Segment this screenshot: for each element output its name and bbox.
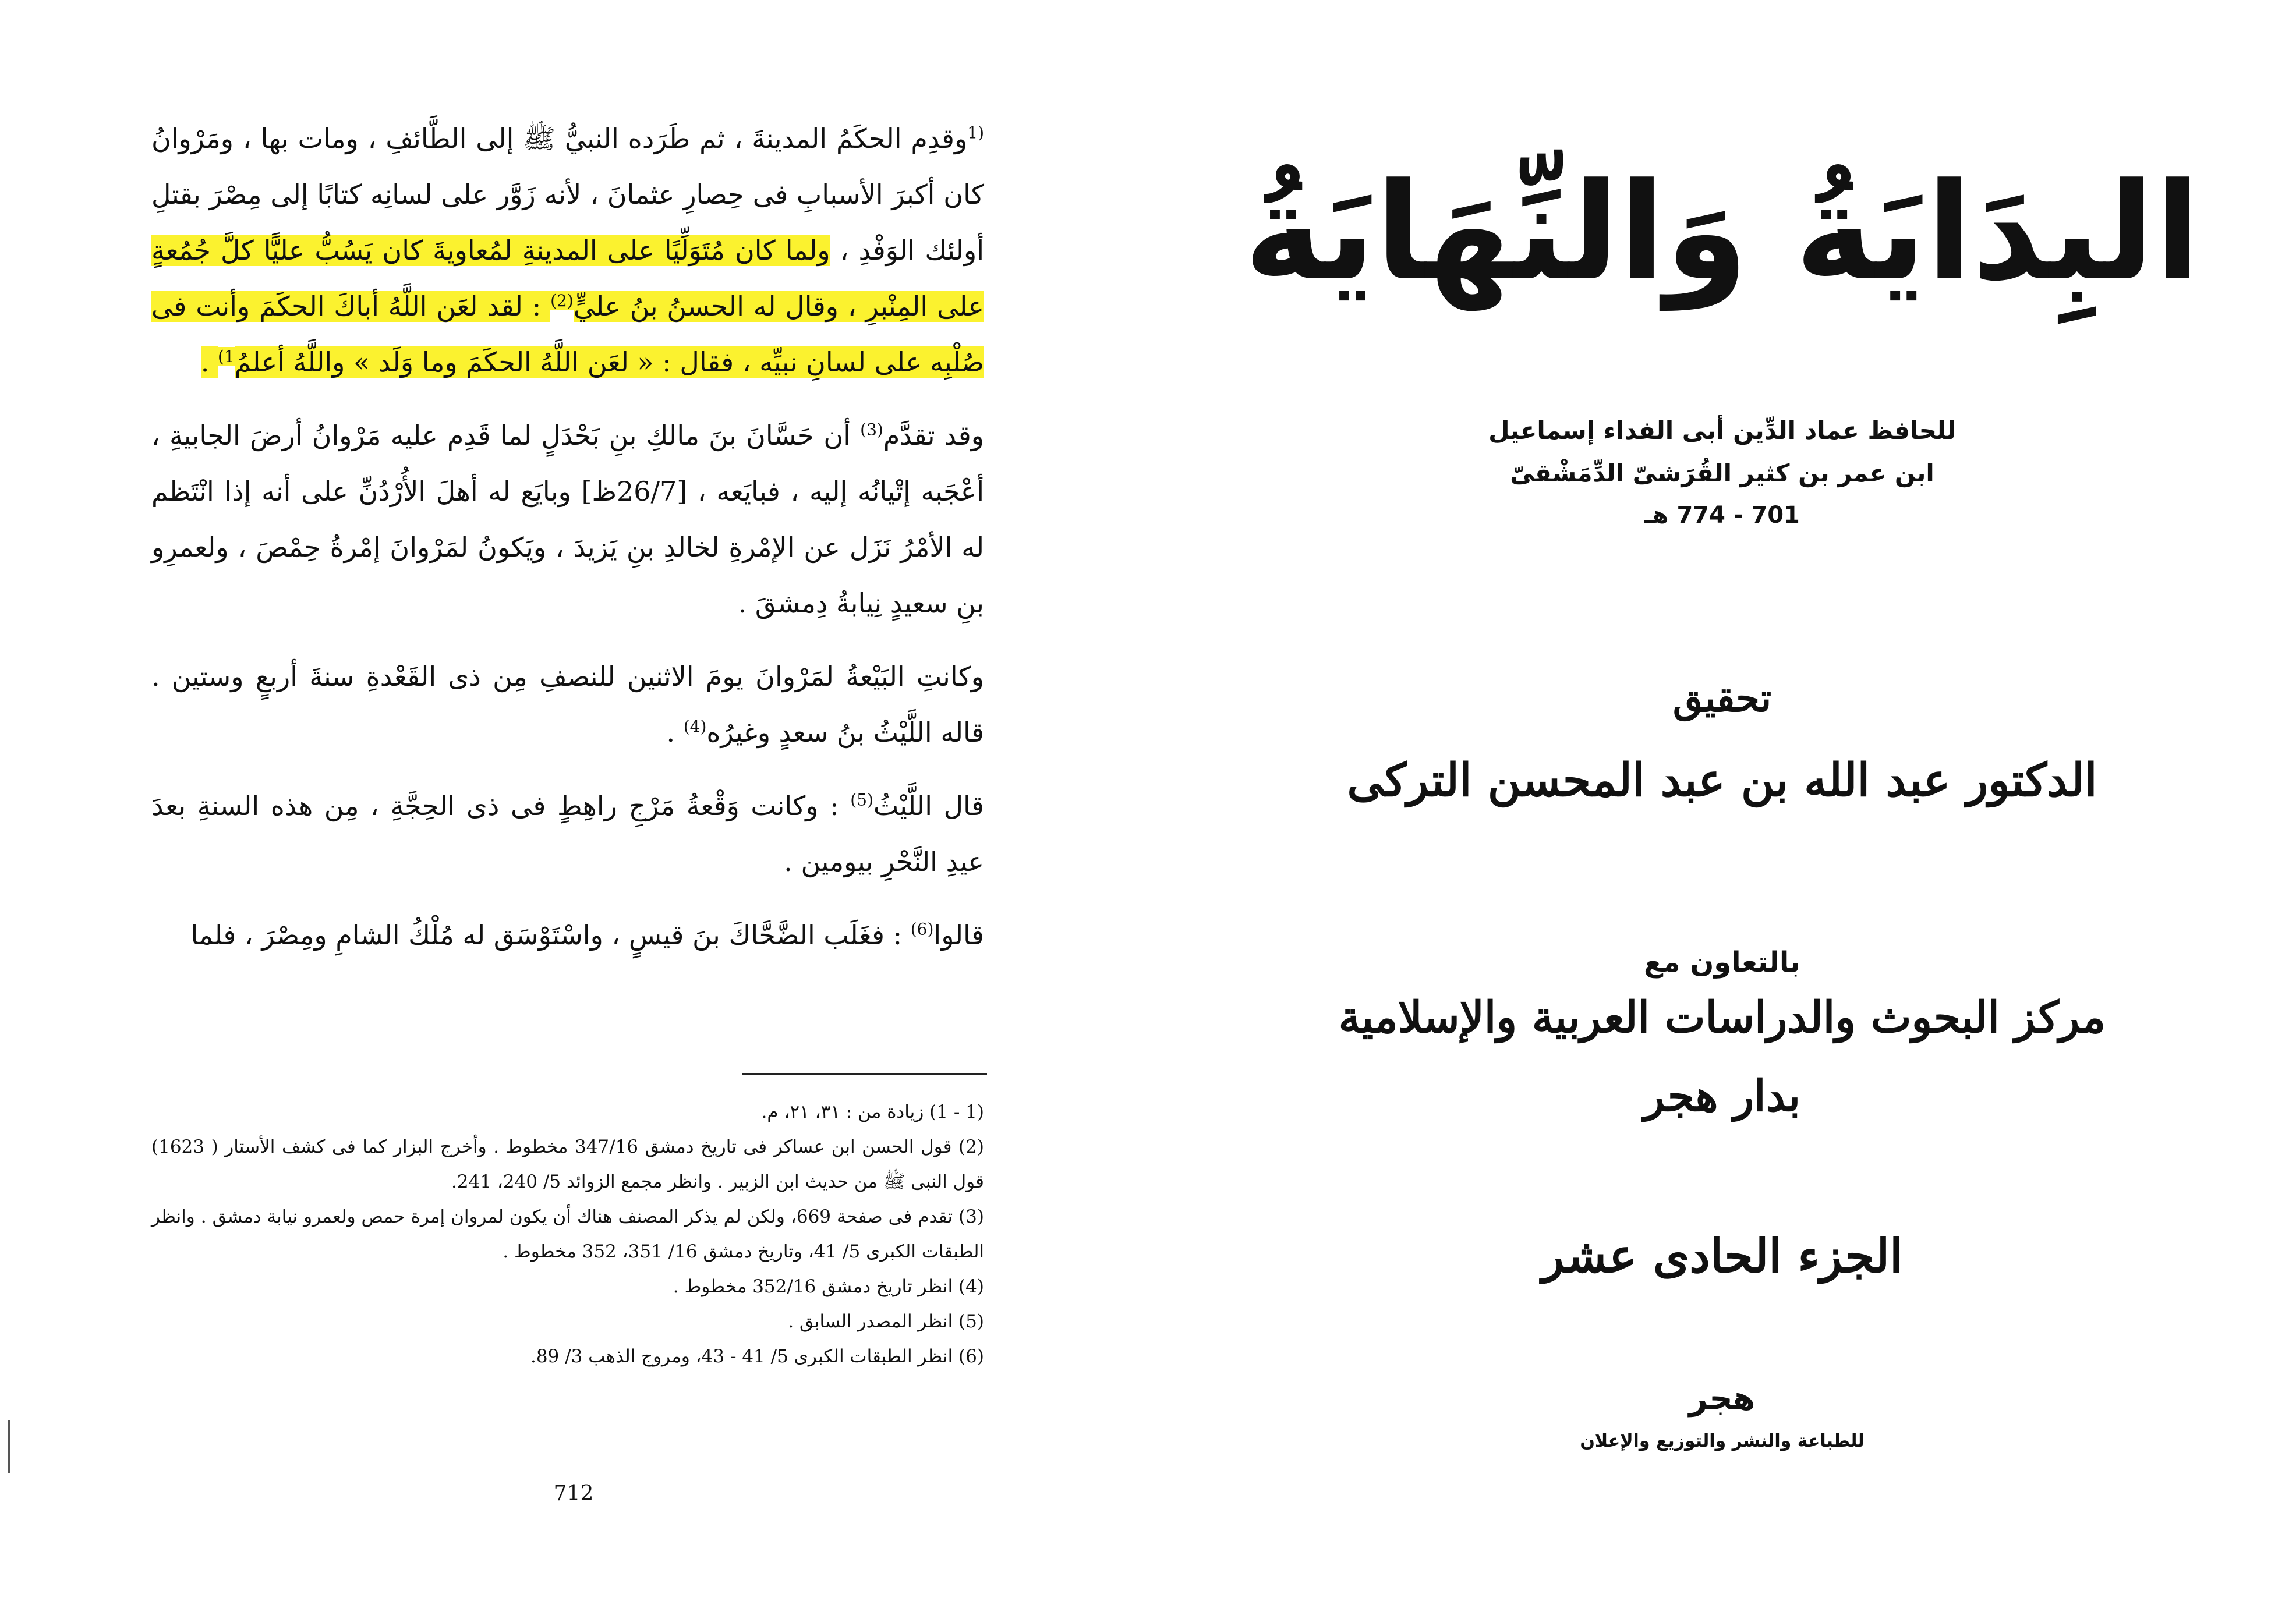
- text-segment: قال اللَّيْثُ: [873, 790, 985, 821]
- footnote-1: (1 - 1) زيادة من : ۳۱، ۲۱، م.: [761, 1101, 984, 1122]
- paragraph-3: [151, 649, 984, 760]
- volume-label: الجزء الحادى عشر: [1541, 1228, 1903, 1283]
- highlighted-text: ولما كان مُتَوَلِّيًا على المدينةِ لمُعاويةَ كان يَسُبُّ عليًّا كلَّ جُمُعةٍ على المِنْبرِ ، وقال له الحسنُ بنُ عليٍّ: [151, 235, 984, 322]
- paragraph-1: [151, 111, 984, 390]
- publisher-tagline: للطباعة والنشر والتوزيع والإعلان: [1580, 1431, 1865, 1451]
- main-text: [151, 111, 984, 963]
- footnote-marker: (2): [550, 291, 574, 310]
- author-line-1: للحافظ عماد الدِّين أبى الفداء إسماعيل: [1488, 416, 1956, 445]
- footnote-marker: (5): [850, 790, 873, 810]
- page-number: 712: [553, 1482, 594, 1505]
- editing-label: تحقيق: [1672, 675, 1772, 721]
- footnote-6: (6) انظر الطبقات الكبرى 5/ 41 - 43، ومروج الذهب 3/ 89.: [530, 1346, 984, 1367]
- footnote-4: (4) انظر تاريخ دمشق 352/16 مخطوط .: [673, 1276, 984, 1297]
- page-edge-mark: [8, 1420, 10, 1473]
- text-segment: : وكانت وَقْعةُ مَرْجِ راهِطٍ فى ذى الحِجَّةِ ، مِن هذه السنةِ بعدَ عيدِ النَّحْرِ بيومين .: [151, 790, 984, 877]
- footnote-marker: (1: [967, 123, 984, 143]
- publisher-house: بدار هجر: [1643, 1071, 1801, 1121]
- text-segment: قالوا: [933, 919, 984, 951]
- text-segment: أن حَسَّانَ بنَ مالكِ بنِ بَحْدَلٍ لما قَدِم عليه مَرْوانُ أرضَ الجابيةِ ، أعْجَبه إتْيانُه إليه ، فبايَعه ، [26/7ظ] وبايَع له أهلَ الأُرْدُنِّ على أنه إذا انْتَظم له الأمْرُ نَزَل عن الإمْرةِ لخالدِ بنِ يَزيدَ ، ويَكونُ لمَرْوانَ إمْرةُ حِمْصَ ، ولعمرِو بنِ سعيدٍ نِيابةُ دِمشقَ .: [151, 420, 984, 619]
- footnote-3: (3) تقدم فى صفحة 669، ولكن لم يذكر المصنف هناك أن يكون لمروان إمرة حمص ولعمرو نيابة دمشق . وانظر الطبقات الكبرى 5/ 41، وتاريخ دمشق 16/ 351، 352 مخطوط .: [151, 1206, 985, 1262]
- cooperation-label: بالتعاون مع: [1644, 946, 1800, 979]
- text-segment: وقدِم الحكَمُ المدينةَ ، ثم طَرَده النبيُّ ﷺ إلى الطَّائفِ ، ومات بها ، ومَرْوانُ كان أكبرَ الأسبابِ فى حِصارِ عثمانَ ، لأنه زَوَّر على لسانِه كتابًا إلى مِصْرَ بقتلِ أولئك الوَفْدِ ،: [151, 123, 984, 266]
- footnote-marker: 1): [218, 346, 235, 366]
- editor-name: الدكتور عبد الله بن عبد المحسن التركى: [1347, 754, 2097, 807]
- book-title: البِدَايَةُ وَالنِّهَايَةُ: [1244, 155, 2201, 310]
- footnote-marker: (6): [910, 919, 934, 939]
- author-line-2: ابن عمر بن كثير القُرَشىّ الدِّمَشْقىّ: [1510, 459, 1934, 487]
- text-segment: .: [666, 717, 684, 748]
- footnote-marker: (3): [860, 420, 883, 440]
- paragraph-2: [151, 408, 984, 631]
- title-page: [1148, 0, 2296, 1619]
- highlighted-text: : لقد لعَن اللَّهُ أباكَ الحكَمَ وأنت فى صُلْبِه على لسانِ نبيِّه ، فقال : « لعَن اللَّهُ الحكَمَ وما وَلَد » واللَّهُ أعلمُ: [151, 291, 984, 378]
- paragraph-4: [151, 778, 984, 890]
- text-segment: وقد تقدَّم: [883, 420, 984, 451]
- publisher-logo: هجر: [1689, 1380, 1756, 1418]
- footnote-5: (5) انظر المصدر السابق .: [788, 1311, 984, 1332]
- footnote-marker: (4): [683, 717, 707, 736]
- text-segment: : فغَلَب الضَّحَّاكَ بنَ قيسٍ ، واسْتَوْسَق له مُلْكُ الشامِ ومِصْرَ ، فلما: [190, 919, 911, 951]
- research-center-name: مركز البحوث والدراسات العربية والإسلامية: [1338, 993, 2106, 1043]
- author-dates: 701 - 774 هـ: [1644, 502, 1800, 529]
- text-segment: وكانتِ البَيْعةُ لمَرْوانَ يومَ الاثنين للنصفِ مِن ذى القَعْدةِ سنةَ أربعٍ وستين . قاله اللَّيْثُ بنُ سعدٍ وغيرُه: [151, 661, 984, 748]
- footnote-2: (2) قول الحسن ابن عساكر فى تاريخ دمشق 347/16 مخطوط . وأخرج البزار كما فى كشف الأستار ( 1623) قول النبى ﷺ من حديث ابن الزبير . وانظر مجمع الزوائد 5/ 240، 241.: [151, 1136, 984, 1192]
- footnote-divider: [742, 1073, 987, 1075]
- paragraph-5: [151, 907, 984, 963]
- footnotes: [151, 1094, 984, 1374]
- highlighted-text: .: [200, 346, 218, 378]
